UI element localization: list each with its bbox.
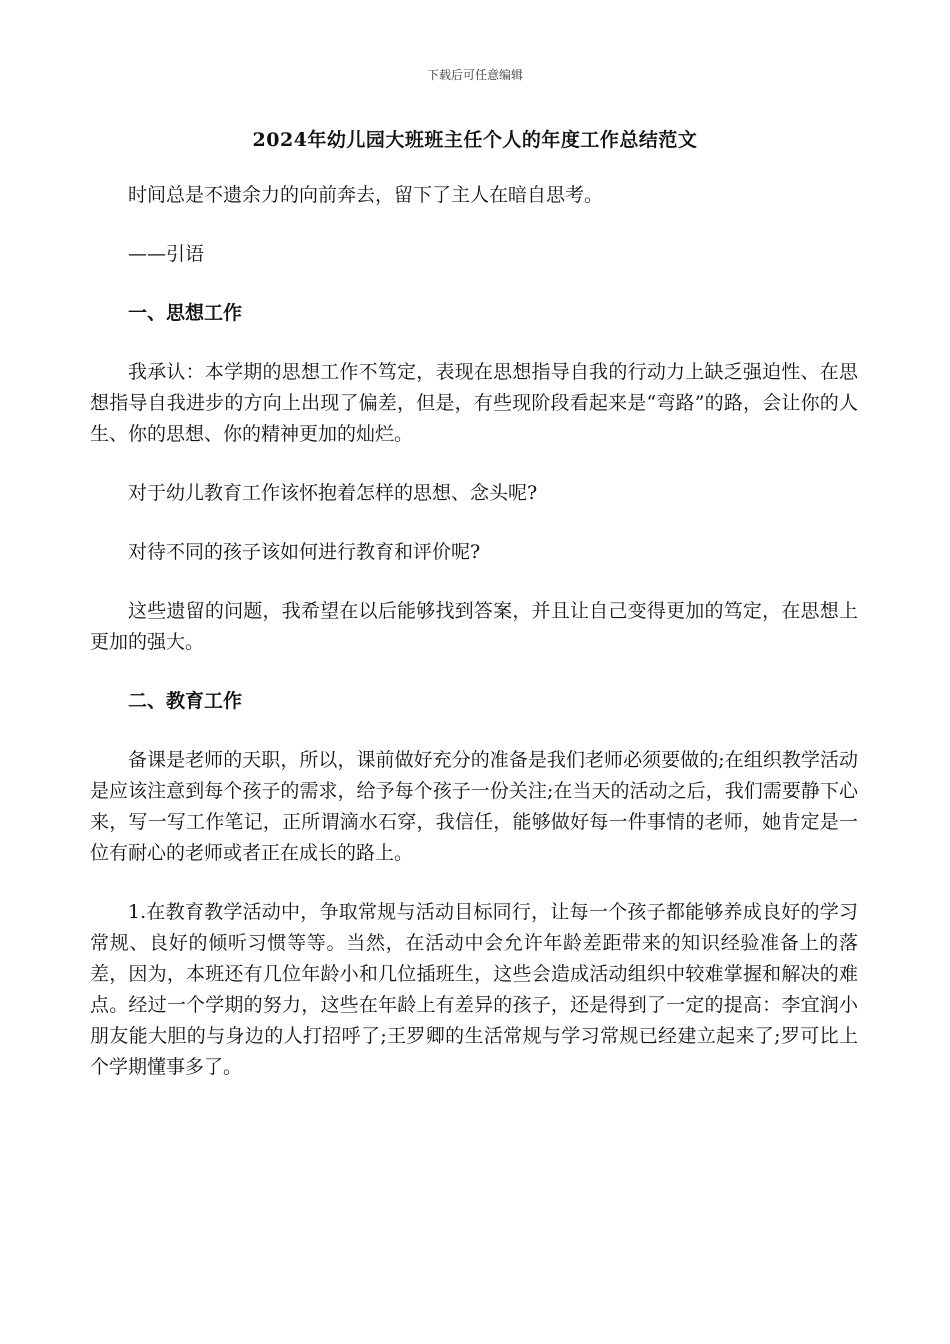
paragraph: 我承认：本学期的思想工作不笃定，表现在思想指导自我的行动力上缺乏强迫性、在思想指导自我进步的方向上出现了偏差，但是，有些现阶段看起来是“弯路”的路，会让你的人生、你的思想、你的精神更加的灿烂。	[90, 361, 858, 445]
paragraph: 备课是老师的天职，所以，课前做好充分的准备是我们老师必须要做的;在组织教学活动是应该注意到每个孩子的需求，给予每个孩子一份关注;在当天的活动之后，我们需要静下心来，写一写工作笔记，正所谓滴水石穿，我信任，能够做好每一件事情的老师，她肯定是一位有耐心的老师或者正在成长的路上。	[90, 749, 858, 864]
section-heading-education: 二、教育工作	[128, 690, 243, 712]
paragraph: 这些遗留的问题，我希望在以后能够找到答案，并且让自己变得更加的笃定，在思想上更加的强大。	[90, 600, 858, 653]
section-heading-ideology: 一、思想工作	[128, 302, 243, 324]
document-body	[90, 180, 858, 1111]
paragraph: 对于幼儿教育工作该怀抱着怎样的思想、念头呢?	[128, 482, 538, 504]
document-title: 2024年幼儿园大班班主任个人的年度工作总结范文	[252, 129, 698, 151]
epigraph-source: ——引语	[128, 243, 205, 265]
epigraph: 时间总是不遗余力的向前奔去，留下了主人在暗自思考。	[128, 184, 604, 206]
paragraph: 对待不同的孩子该如何进行教育和评价呢?	[128, 541, 481, 563]
header-note: 下载后可任意编辑	[426, 68, 523, 82]
paragraph: 1.在教育教学活动中，争取常规与活动目标同行，让每一个孩子都能够养成良好的学习常规、良好的倾听习惯等等。当然，在活动中会允许年龄差距带来的知识经验准备上的落差，因为，本班还有几位年龄小和几位插班生，这些会造成活动组织中较难掌握和解决的难点。经过一个学期的努力，这些在年龄上有差异的孩子，还是得到了一定的提高：李宜润小朋友能大胆的与身边的人打招呼了;王罗卿的生活常规与学习常规已经建立起来了;罗可比上个学期懂事多了。	[90, 901, 858, 1078]
